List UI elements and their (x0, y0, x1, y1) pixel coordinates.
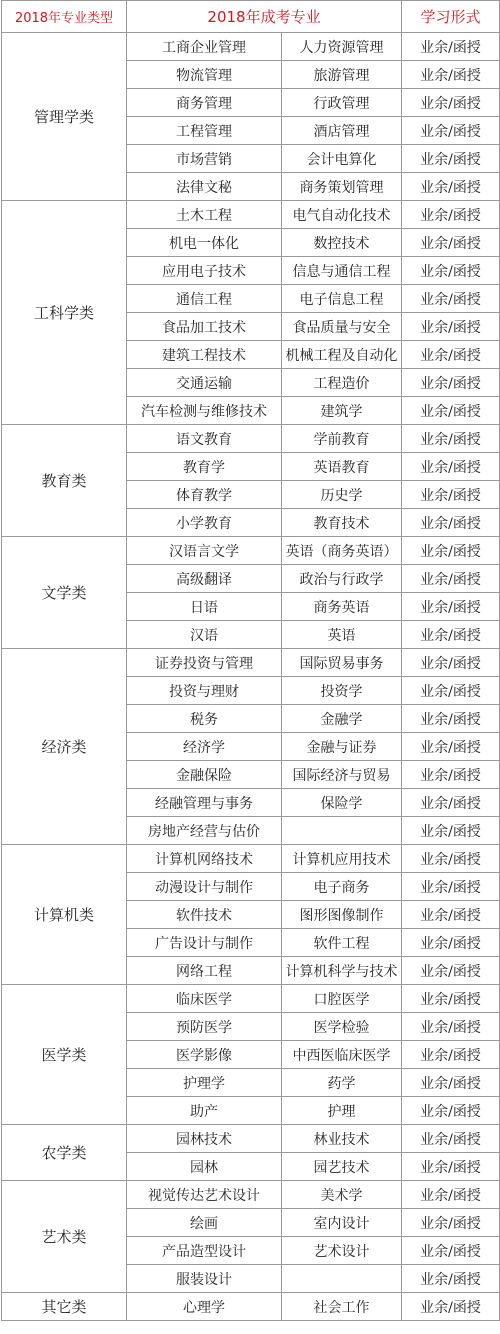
category-cell: 文学类 (2, 537, 127, 649)
category-cell: 教育类 (2, 425, 127, 537)
study-mode-cell: 业余/函授 (402, 1041, 500, 1069)
category-cell: 其它类 (2, 1293, 127, 1321)
table-row (2, 649, 500, 677)
major-cell-right: 人力资源管理 (282, 33, 402, 61)
major-cell-right: 政治与行政学 (282, 565, 402, 593)
study-mode-cell: 业余/函授 (402, 565, 500, 593)
major-cell-left: 经融管理与事务 (127, 789, 282, 817)
major-cell-left: 软件技术 (127, 901, 282, 929)
major-cell-right: 国际贸易事务 (282, 649, 402, 677)
study-mode-cell: 业余/函授 (402, 481, 500, 509)
study-mode-cell: 业余/函授 (402, 397, 500, 425)
study-mode-cell: 业余/函授 (402, 61, 500, 89)
study-mode-cell: 业余/函授 (402, 621, 500, 649)
major-cell-left: 证券投资与管理 (127, 649, 282, 677)
major-cell-left: 医学影像 (127, 1041, 282, 1069)
major-cell-right: 计算机科学与技术 (282, 957, 402, 985)
major-cell-right (282, 1265, 402, 1293)
major-cell-right: 旅游管理 (282, 61, 402, 89)
major-cell-left: 教育学 (127, 453, 282, 481)
major-cell-right: 信息与通信工程 (282, 257, 402, 285)
major-cell-right: 林业技术 (282, 1125, 402, 1153)
major-cell-left: 高级翻译 (127, 565, 282, 593)
major-cell-right: 工程造价 (282, 369, 402, 397)
table-row (2, 425, 500, 453)
study-mode-cell: 业余/函授 (402, 733, 500, 761)
study-mode-cell: 业余/函授 (402, 705, 500, 733)
major-cell-left: 临床医学 (127, 985, 282, 1013)
major-cell-left: 日语 (127, 593, 282, 621)
major-cell-right: 教育技术 (282, 509, 402, 537)
table-row (2, 1125, 500, 1153)
major-cell-left: 投资与理财 (127, 677, 282, 705)
study-mode-cell: 业余/函授 (402, 985, 500, 1013)
major-cell-right: 食品质量与安全 (282, 313, 402, 341)
study-mode-cell: 业余/函授 (402, 145, 500, 173)
major-cell-left: 工商企业管理 (127, 33, 282, 61)
major-cell-left: 市场营销 (127, 145, 282, 173)
study-mode-cell: 业余/函授 (402, 425, 500, 453)
study-mode-cell: 业余/函授 (402, 537, 500, 565)
major-cell-left: 金融保险 (127, 761, 282, 789)
table-row (2, 985, 500, 1013)
major-cell-left: 应用电子技术 (127, 257, 282, 285)
study-mode-cell: 业余/函授 (402, 1013, 500, 1041)
study-mode-cell: 业余/函授 (402, 313, 500, 341)
study-mode-cell: 业余/函授 (402, 1097, 500, 1125)
major-cell-right: 图形图像制作 (282, 901, 402, 929)
header-mode: 学习形式 (402, 1, 500, 33)
major-cell-right: 历史学 (282, 481, 402, 509)
major-cell-right: 中西医临床医学 (282, 1041, 402, 1069)
major-cell-right: 医学检验 (282, 1013, 402, 1041)
study-mode-cell: 业余/函授 (402, 257, 500, 285)
major-cell-left: 汉语 (127, 621, 282, 649)
table-body (2, 33, 500, 1321)
major-cell-right: 行政管理 (282, 89, 402, 117)
study-mode-cell: 业余/函授 (402, 1209, 500, 1237)
major-cell-left: 园林 (127, 1153, 282, 1181)
table-row (2, 1181, 500, 1209)
major-cell-left: 计算机网络技术 (127, 845, 282, 873)
major-cell-left: 心理学 (127, 1293, 282, 1321)
major-cell-right: 保险学 (282, 789, 402, 817)
major-cell-right: 软件工程 (282, 929, 402, 957)
major-cell-right: 口腔医学 (282, 985, 402, 1013)
study-mode-cell: 业余/函授 (402, 341, 500, 369)
study-mode-cell: 业余/函授 (402, 957, 500, 985)
category-cell: 计算机类 (2, 845, 127, 985)
category-cell: 艺术类 (2, 1181, 127, 1293)
major-cell-left: 工程管理 (127, 117, 282, 145)
major-cell-right: 学前教育 (282, 425, 402, 453)
major-cell-left: 护理学 (127, 1069, 282, 1097)
study-mode-cell: 业余/函授 (402, 593, 500, 621)
major-cell-right: 投资学 (282, 677, 402, 705)
major-cell-left: 法律文秘 (127, 173, 282, 201)
study-mode-cell: 业余/函授 (402, 509, 500, 537)
study-mode-cell: 业余/函授 (402, 1293, 500, 1321)
major-cell-right: 国际经济与贸易 (282, 761, 402, 789)
study-mode-cell: 业余/函授 (402, 117, 500, 145)
major-cell-right: 建筑学 (282, 397, 402, 425)
study-mode-cell: 业余/函授 (402, 201, 500, 229)
table-row (2, 845, 500, 873)
major-cell-left: 税务 (127, 705, 282, 733)
table-row (2, 537, 500, 565)
study-mode-cell: 业余/函授 (402, 453, 500, 481)
major-cell-left: 汽车检测与维修技术 (127, 397, 282, 425)
major-cell-left: 经济学 (127, 733, 282, 761)
major-cell-left: 视觉传达艺术设计 (127, 1181, 282, 1209)
major-cell-right: 金融与证券 (282, 733, 402, 761)
major-cell-right: 社会工作 (282, 1293, 402, 1321)
study-mode-cell: 业余/函授 (402, 1153, 500, 1181)
major-cell-right: 药学 (282, 1069, 402, 1097)
major-cell-left: 建筑工程技术 (127, 341, 282, 369)
study-mode-cell: 业余/函授 (402, 789, 500, 817)
major-cell-left: 动漫设计与制作 (127, 873, 282, 901)
major-cell-left: 语文教育 (127, 425, 282, 453)
major-cell-left: 网络工程 (127, 957, 282, 985)
major-cell-left: 绘画 (127, 1209, 282, 1237)
study-mode-cell: 业余/函授 (402, 1265, 500, 1293)
study-mode-cell: 业余/函授 (402, 873, 500, 901)
table-row (2, 1293, 500, 1321)
study-mode-cell: 业余/函授 (402, 845, 500, 873)
major-cell-left: 土木工程 (127, 201, 282, 229)
major-cell-left: 食品加工技术 (127, 313, 282, 341)
major-cell-right: 园艺技术 (282, 1153, 402, 1181)
study-mode-cell: 业余/函授 (402, 817, 500, 845)
study-mode-cell: 业余/函授 (402, 285, 500, 313)
major-cell-right: 金融学 (282, 705, 402, 733)
major-cell-right: 电子商务 (282, 873, 402, 901)
major-cell-right: 英语（商务英语） (282, 537, 402, 565)
major-cell-right: 电子信息工程 (282, 285, 402, 313)
major-cell-left: 汉语言文学 (127, 537, 282, 565)
majors-table (1, 0, 500, 1321)
table-row (2, 201, 500, 229)
study-mode-cell: 业余/函授 (402, 761, 500, 789)
header-category: 2018年专业类型 (2, 1, 127, 33)
major-cell-left: 机电一体化 (127, 229, 282, 257)
major-cell-right: 艺术设计 (282, 1237, 402, 1265)
major-cell-left: 广告设计与制作 (127, 929, 282, 957)
major-cell-left: 园林技术 (127, 1125, 282, 1153)
major-cell-right: 护理 (282, 1097, 402, 1125)
study-mode-cell: 业余/函授 (402, 677, 500, 705)
study-mode-cell: 业余/函授 (402, 89, 500, 117)
major-cell-right (282, 817, 402, 845)
major-cell-right: 英语 (282, 621, 402, 649)
major-cell-left: 产品造型设计 (127, 1237, 282, 1265)
category-cell: 经济类 (2, 649, 127, 845)
study-mode-cell: 业余/函授 (402, 173, 500, 201)
header-major: 2018年成考专业 (127, 1, 402, 33)
study-mode-cell: 业余/函授 (402, 1237, 500, 1265)
major-cell-left: 物流管理 (127, 61, 282, 89)
major-cell-left: 小学教育 (127, 509, 282, 537)
major-cell-left: 商务管理 (127, 89, 282, 117)
study-mode-cell: 业余/函授 (402, 929, 500, 957)
study-mode-cell: 业余/函授 (402, 649, 500, 677)
major-cell-left: 通信工程 (127, 285, 282, 313)
major-cell-left: 预防医学 (127, 1013, 282, 1041)
major-cell-left: 交通运输 (127, 369, 282, 397)
category-cell: 医学类 (2, 985, 127, 1125)
study-mode-cell: 业余/函授 (402, 369, 500, 397)
table-row (2, 33, 500, 61)
major-cell-left: 助产 (127, 1097, 282, 1125)
study-mode-cell: 业余/函授 (402, 901, 500, 929)
major-cell-right: 机械工程及自动化 (282, 341, 402, 369)
study-mode-cell: 业余/函授 (402, 33, 500, 61)
study-mode-cell: 业余/函授 (402, 229, 500, 257)
category-cell: 管理学类 (2, 33, 127, 201)
major-cell-left: 房地产经营与估价 (127, 817, 282, 845)
major-cell-right: 会计电算化 (282, 145, 402, 173)
major-cell-right: 计算机应用技术 (282, 845, 402, 873)
major-cell-right: 美术学 (282, 1181, 402, 1209)
major-cell-right: 酒店管理 (282, 117, 402, 145)
major-cell-right: 电气自动化技术 (282, 201, 402, 229)
major-cell-right: 室内设计 (282, 1209, 402, 1237)
category-cell: 农学类 (2, 1125, 127, 1181)
major-cell-right: 商务策划管理 (282, 173, 402, 201)
study-mode-cell: 业余/函授 (402, 1069, 500, 1097)
major-cell-left: 服装设计 (127, 1265, 282, 1293)
major-cell-right: 英语教育 (282, 453, 402, 481)
header-row (2, 1, 500, 33)
category-cell: 工科学类 (2, 201, 127, 425)
study-mode-cell: 业余/函授 (402, 1181, 500, 1209)
major-cell-right: 数控技术 (282, 229, 402, 257)
major-cell-right: 商务英语 (282, 593, 402, 621)
major-cell-left: 体育教学 (127, 481, 282, 509)
study-mode-cell: 业余/函授 (402, 1125, 500, 1153)
